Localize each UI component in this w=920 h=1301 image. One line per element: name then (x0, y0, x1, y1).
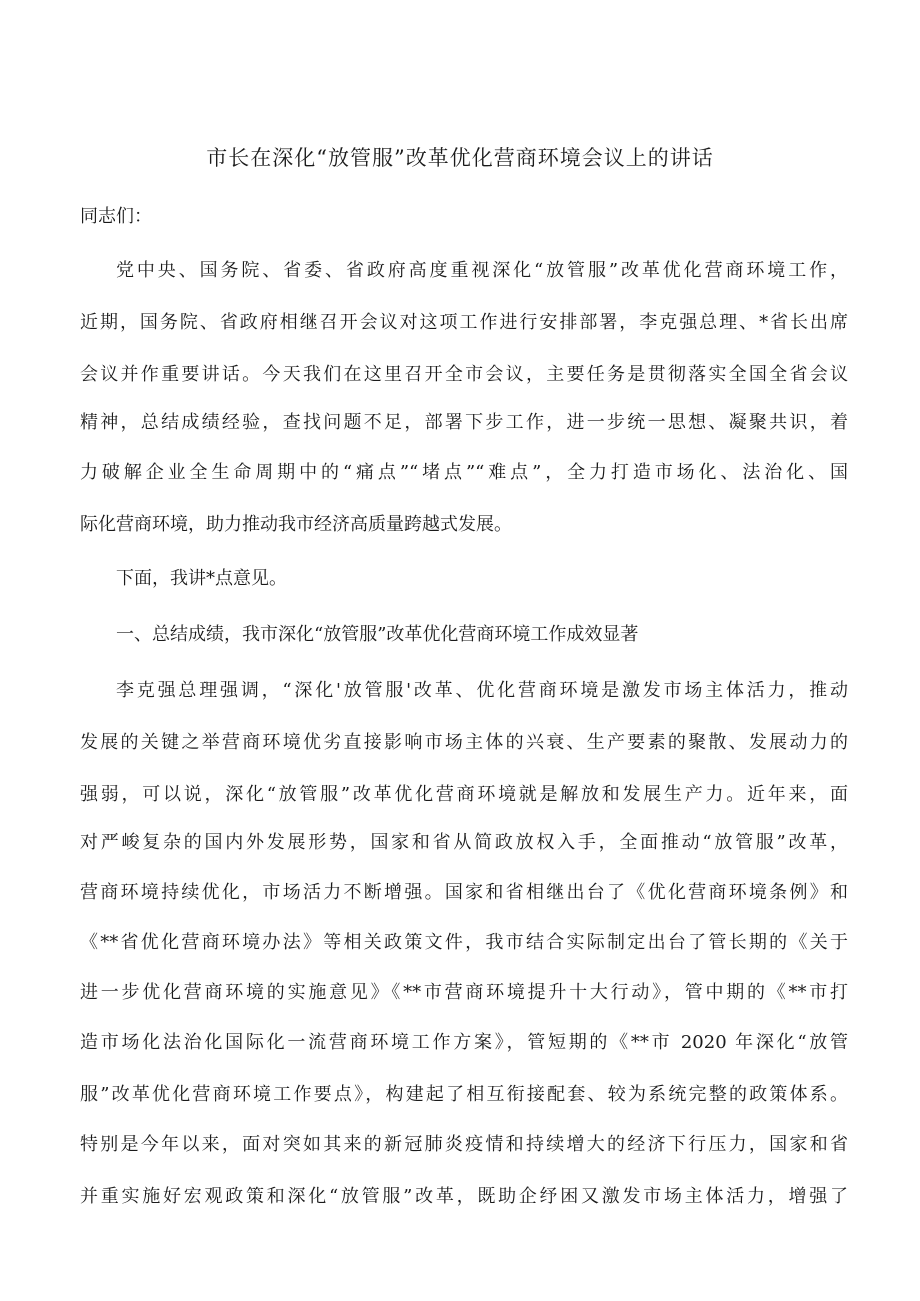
paragraph-4-line-1: 李克强总理强调，“深化'放管服'改革、优化营商环境是激发市场主体活力，推动 (116, 680, 848, 701)
paragraph-4-line-10: 特别是今年以来，面对突如其来的新冠肺炎疫情和持续增大的经济下行压力，国家和省 (80, 1134, 848, 1155)
paragraph-1-line-5: 力破解企业全生命周期中的“痛点”“堵点”“难点”，全力打造市场化、法治化、国 (80, 462, 848, 483)
paragraph-4-line-4: 对严峻复杂的国内外发展形势，国家和省从简政放权入手，全面推动“放管服”改革， (80, 832, 848, 853)
paragraph-4-line-5: 营商环境持续优化，市场活力不断增强。国家和省相继出台了《优化营商环境条例》和 (80, 882, 848, 903)
paragraph-4-line-6: 《**省优化营商环境办法》等相关政策文件，我市结合实际制定出台了管长期的《关于 (80, 932, 848, 953)
section-heading-1: 一、总结成绩，我市深化“放管服”改革优化营商环境工作成效显著 (116, 624, 639, 645)
paragraph-1-line-2: 近期，国务院、省政府相继召开会议对这项工作进行安排部署，李克强总理、*省长出席 (80, 312, 848, 333)
paragraph-1-line-3: 会议并作重要讲话。今天我们在这里召开全市会议，主要任务是贯彻落实全国全省会议 (80, 364, 848, 385)
document-title: 市长在深化“放管服”改革优化营商环境会议上的讲话 (206, 146, 714, 170)
paragraph-4-line-11: 并重实施好宏观政策和深化“放管服”改革，既助企纾困又激发市场主体活力，增强了 (80, 1186, 848, 1207)
paragraph-1-line-1: 党中央、国务院、省委、省政府高度重视深化“放管服”改革优化营商环境工作， (116, 260, 848, 281)
paragraph-2-line-1: 下面，我讲*点意见。 (116, 568, 287, 589)
paragraph-1-line-6: 际化营商环境，助力推动我市经济高质量跨越式发展。 (80, 514, 512, 535)
paragraph-1-line-4: 精神，总结成绩经验，查找问题不足，部署下步工作，进一步统一思想、凝聚共识，着 (80, 412, 848, 433)
paragraph-4-line-3: 强弱，可以说，深化“放管服”改革优化营商环境就是解放和发展生产力。近年来，面 (80, 784, 848, 805)
paragraph-4-line-7: 进一步优化营商环境的实施意见》《**市营商环境提升十大行动》，管中期的《**市打 (80, 982, 848, 1003)
salutation: 同志们： (80, 206, 152, 227)
paragraph-4-line-8: 造市场化法治化国际化一流营商环境工作方案》，管短期的《**市 2020 年深化“放管 (80, 1032, 848, 1053)
paragraph-4-line-9: 服”改革优化营商环境工作要点》，构建起了相互衔接配套、较为系统完整的政策体系。 (80, 1084, 848, 1105)
paragraph-4-line-2: 发展的关键之举营商环境优劣直接影响市场主体的兴衰、生产要素的聚散、发展动力的 (80, 732, 848, 753)
